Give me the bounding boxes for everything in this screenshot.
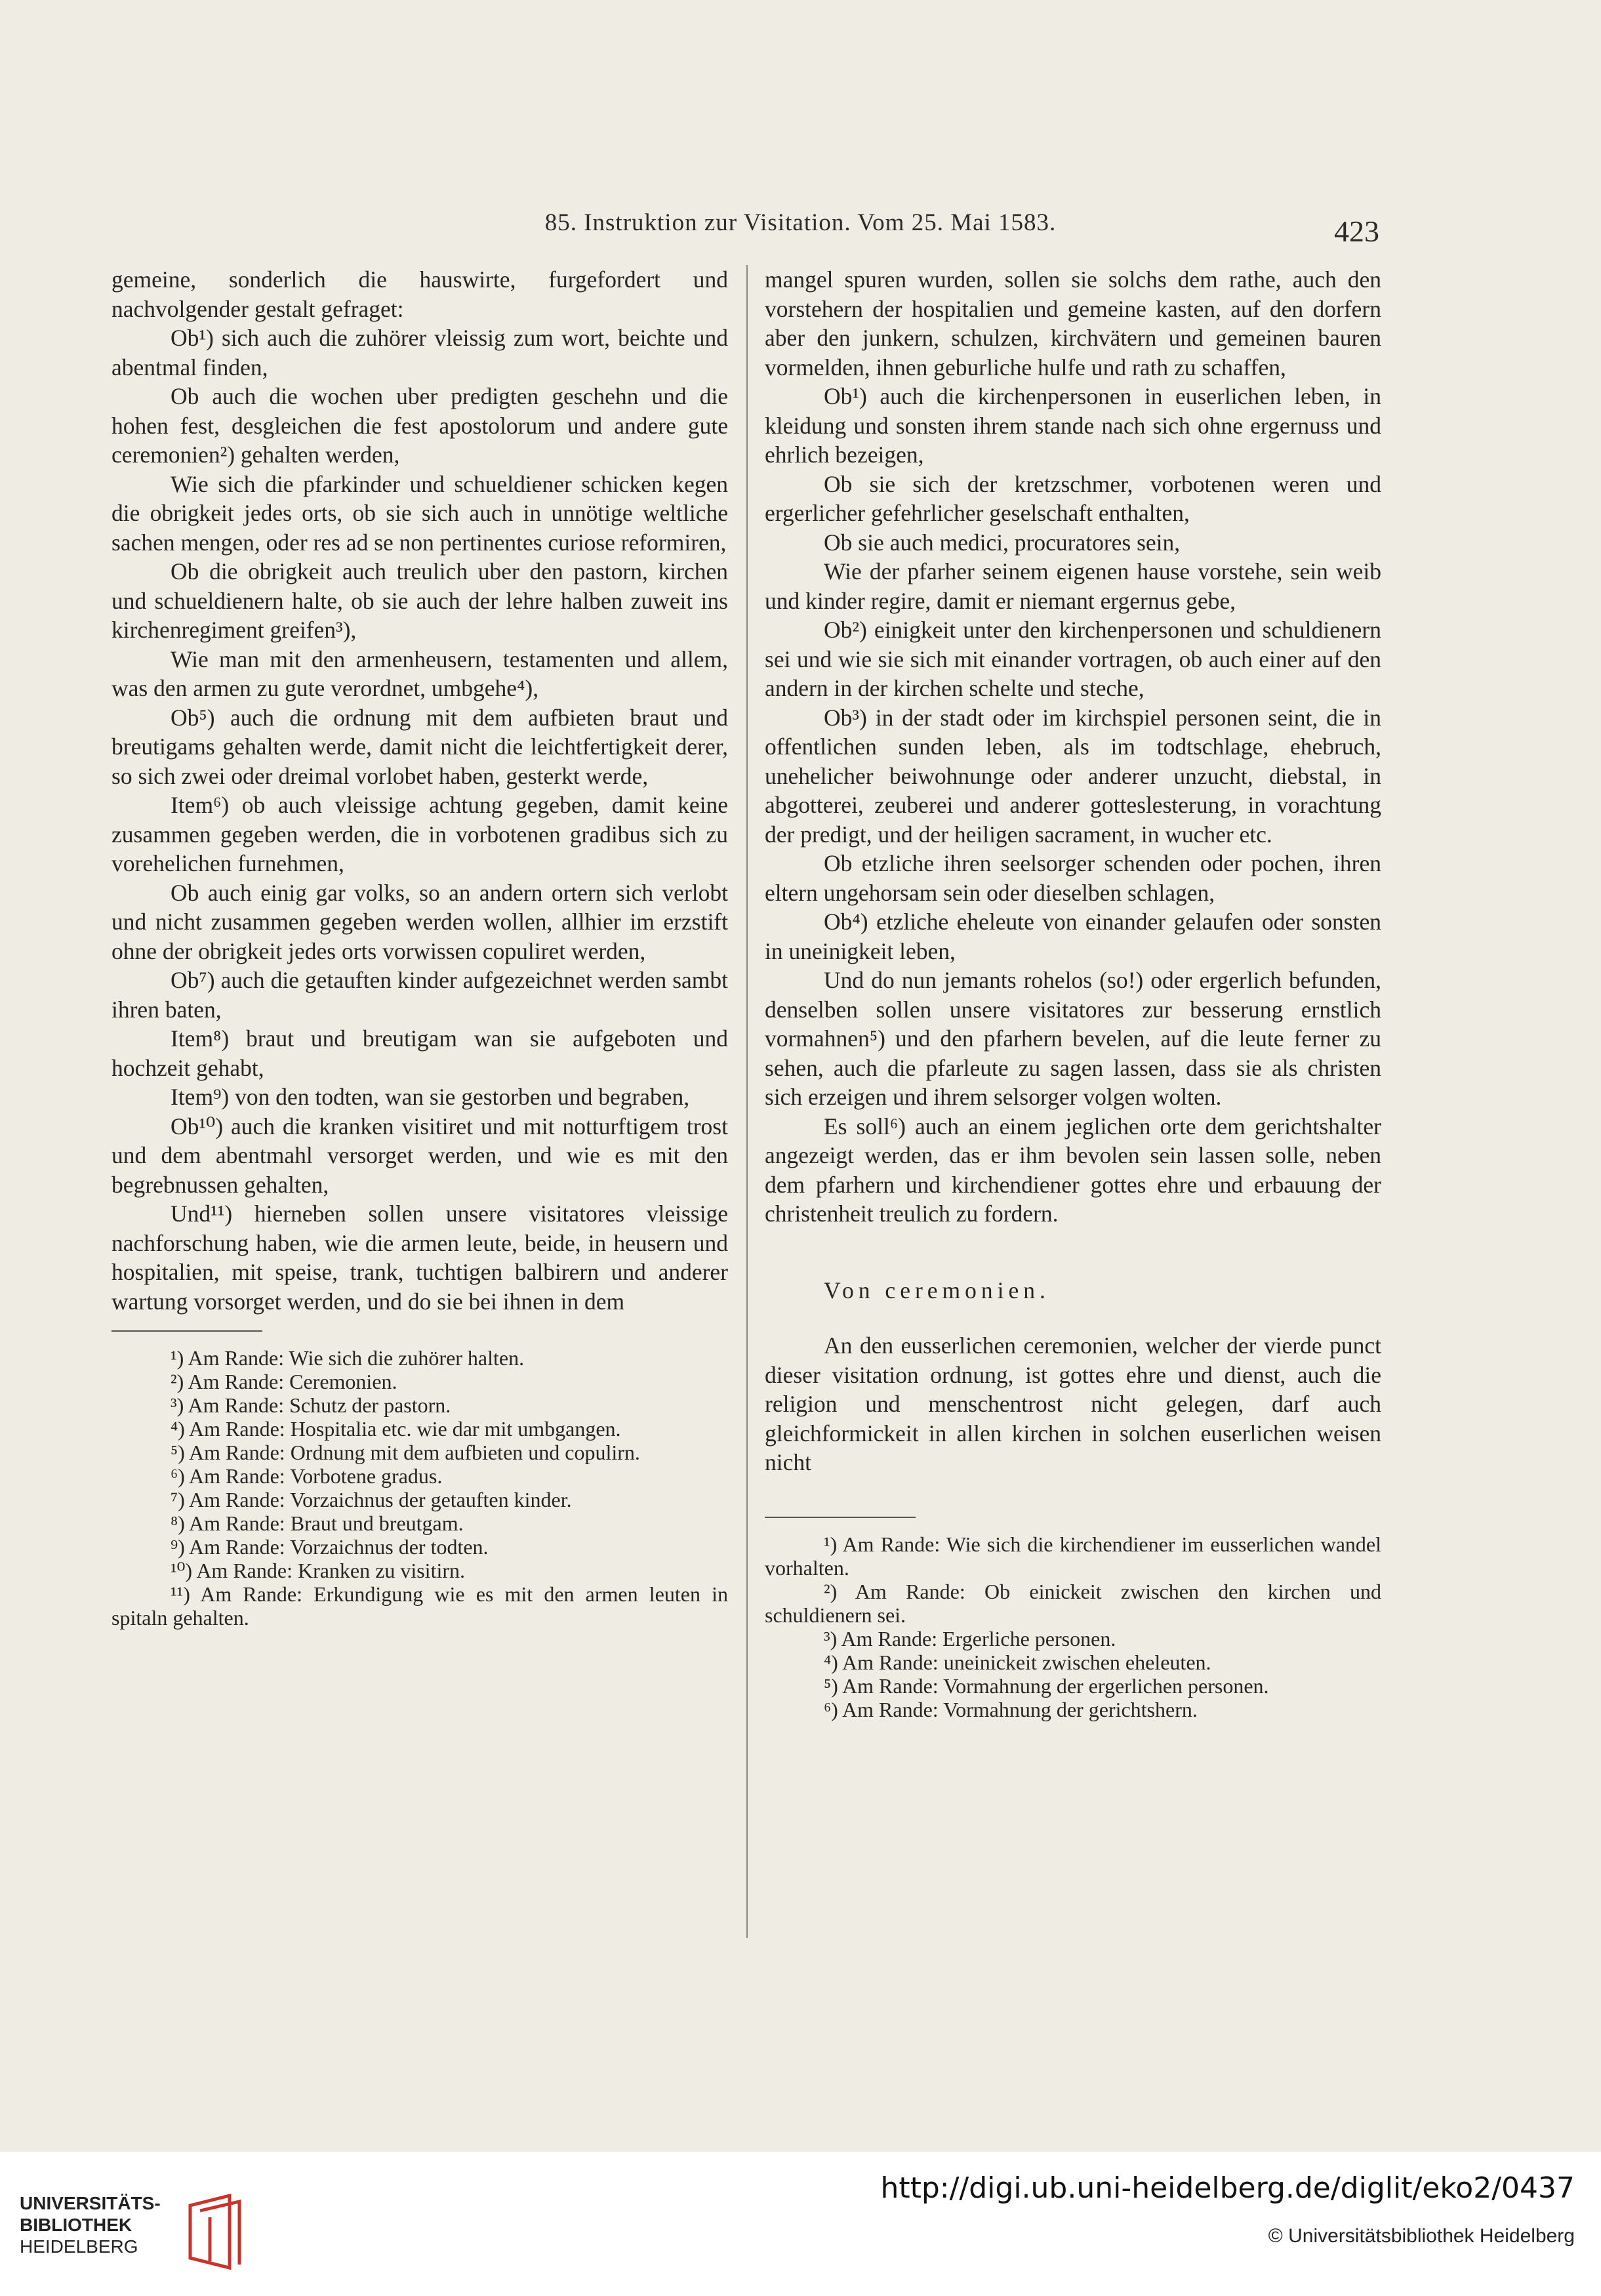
paragraph: Ob⁵) auch die ordnung mit dem aufbieten braut und breutigams gehalten werde, damit nicht die leichtfertigkeit derer, so sich zwei oder dreimal vorlobet haben, gesterkt werde, bbox=[111, 704, 728, 789]
footnote: ³) Am Rande: Ergerliche personen. bbox=[824, 1626, 1116, 1650]
paragraph: Ob⁴) etzliche eheleute von einander gelaufen oder sonsten in uneinigkeit leben, bbox=[765, 909, 1381, 964]
footnote-rule bbox=[765, 1517, 916, 1518]
page-number: 423 bbox=[1334, 215, 1379, 248]
paragraph: Ob die obrigkeit auch treulich uber den pastorn, kirchen und schueldienern halte, ob sie auch der lehre halben zuweit ins kirchenregiment greifen³), bbox=[111, 558, 728, 643]
library-emblem-icon bbox=[184, 2192, 249, 2271]
library-footer bbox=[0, 2152, 1601, 2296]
footnote: ⁵) Am Rande: Ordnung mit dem aufbieten und copulirn. bbox=[171, 1441, 640, 1464]
footnote: ⁶) Am Rande: Vormahnung der gerichtshern. bbox=[824, 1697, 1198, 1721]
paragraph: Ob etzliche ihren seelsorger schenden oder pochen, ihren eltern ungehorsam sein oder dieselben schlagen, bbox=[765, 850, 1381, 906]
copyright-notice: © Universitätsbibliothek Heidelberg bbox=[1268, 2225, 1575, 2247]
section-heading: Von ceremonien. bbox=[824, 1277, 1050, 1303]
paragraph: Wie man mit den armenheusern, testamenten und allem, was den armen zu gute verordnet, umbgehe⁴), bbox=[111, 646, 728, 701]
paragraph: An den eusserlichen ceremonien, welcher der vierde punct dieser visitation ordnung, ist gottes ehre und dienst, auch die religion und menschentrost nicht gelegen, darf auch gleichformickeit in allen kirchen in solchen euserlichen weisen nicht bbox=[765, 1332, 1381, 1475]
logo-line: UNIVERSITÄTS- bbox=[20, 2193, 161, 2213]
paragraph: Und¹¹) hierneben sollen unsere visitatores vleissige nachforschung haben, wie die armen leute, beide, in heusern und hospitalien, mit speise, trank, tuchtigen balbirern und anderer wartung vorsorget werden, und do sie bei ihnen in dem bbox=[111, 1200, 728, 1315]
column-divider bbox=[746, 265, 748, 1938]
paragraph: Ob¹⁰) auch die kranken visitiret und mit notturftigem trost und dem abentmahl versorget werden, und wie es mit den begrebnussen gehalten, bbox=[111, 1113, 728, 1198]
paragraph: mangel spuren wurden, sollen sie solchs dem rathe, auch den vorstehern der hospitalien und gemeine kasten, auf den dorfern aber den junkern, schulzen, kirchvätern und gemeinen bauren vormelden, ihnen geburliche hulfe und rath zu schaffen, bbox=[765, 266, 1381, 380]
paragraph: Ob sie auch medici, procuratores sein, bbox=[824, 529, 1181, 556]
paragraph: Und do nun jemants rohelos (so!) oder ergerlich befunden, denselben sollen unsere visitatores zur besserung ernstlich vormahnen⁵) und den pfarhern bevelen, auf die leute ferner zu sehen, auch die pfarleute zu sagen lassen, dass sie als christen sich erzeigen und ihrem selsorger volgen wolten. bbox=[765, 967, 1381, 1110]
logo-line: BIBLIOTHEK bbox=[20, 2215, 132, 2235]
footnote: ¹⁰) Am Rande: Kranken zu visitirn. bbox=[171, 1559, 465, 1582]
logo-line: HEIDELBERG bbox=[20, 2236, 138, 2257]
footnote: ¹¹) Am Rande: Erkundigung wie es mit den armen leuten in spitaln gehalten. bbox=[111, 1582, 728, 1630]
paragraph: Ob²) einigkeit unter den kirchenpersonen und schuldienern sei und wie sie sich mit einander vortragen, ob auch einer auf den andern in der kirchen schelte und steche, bbox=[765, 617, 1381, 701]
paragraph: Wie sich die pfarkinder und schueldiener schicken kegen die obrigkeit jedes orts, ob sie sich auch in unnötige weltliche sachen mengen, oder res ad se non pertinentes curiose reformiren, bbox=[111, 470, 728, 556]
footnote: ⁶) Am Rande: Vorbotene gradus. bbox=[171, 1464, 443, 1488]
footnote: ²) Am Rande: Ob einickeit zwischen den kirchen und schuldienern sei. bbox=[765, 1579, 1381, 1627]
footnote: ⁴) Am Rande: uneinickeit zwischen eheleuten. bbox=[824, 1650, 1211, 1674]
paragraph: Wie der pfarher seinem eigenen hause vorstehe, sein weib und kinder regire, damit er niemant ergernus gebe, bbox=[765, 558, 1381, 614]
paragraph: Ob sie sich der kretzschmer, vorbotenen weren und ergerlicher gefehrlicher geselschaft enthalten, bbox=[765, 470, 1381, 526]
footnote: ⁴) Am Rande: Hospitalia etc. wie dar mit umbgangen. bbox=[171, 1417, 621, 1441]
source-url-link[interactable]: http://digi.ub.uni-heidelberg.de/diglit/eko2/0437 bbox=[880, 2171, 1575, 2205]
footnotes-right bbox=[765, 1532, 1381, 1721]
paragraph: Item⁸) braut und breutigam wan sie aufgeboten und hochzeit gehabt, bbox=[111, 1025, 728, 1081]
paragraph: Es soll⁶) auch an einem jeglichen orte dem gerichtshalter angezeigt werden, das er ihm bevolen sein lassen solle, neben dem pfarhern und kirchendiener gottes ehre und erbauung der christenheit treulich zu fordern. bbox=[765, 1113, 1381, 1227]
footnote: ³) Am Rande: Schutz der pastorn. bbox=[171, 1393, 451, 1417]
paragraph: Item⁹) von den todten, wan sie gestorben und begraben, bbox=[171, 1084, 690, 1110]
logo-text bbox=[20, 2192, 161, 2257]
running-title: 85. Instruktion zur Visitation. Vom 25. Mai 1583. bbox=[544, 209, 1057, 236]
page-header bbox=[0, 202, 1601, 255]
footnote: ⁵) Am Rande: Vormahnung der ergerlichen personen. bbox=[824, 1673, 1269, 1698]
paragraph: Ob auch einig gar volks, so an andern ortern sich verlobt und nicht zusammen gegeben werden wollen, allhier im erzstift ohne der obrigkeit jedes orts vorwissen copuliret werden, bbox=[111, 879, 728, 964]
footnote: ⁹) Am Rande: Vorzaichnus der todten. bbox=[171, 1535, 489, 1559]
paragraph: gemeine, sonderlich die hauswirte, furgefordert und nachvolgender gestalt gefraget: bbox=[111, 266, 728, 322]
footnote-rule bbox=[111, 1330, 262, 1332]
paragraph: Ob auch die wochen uber predigten geschehn und die hohen fest, desgleichen die fest apostolorum und andere gute ceremonien²) gehalten werden, bbox=[111, 383, 728, 468]
footnote: ¹) Am Rande: Wie sich die kirchendiener im eusserlichen wandel vorhalten. bbox=[765, 1532, 1381, 1580]
paragraph: Item⁶) ob auch vleissige achtung gegeben, damit keine zusammen gegeben werden, die in vorbotenen gradibus sich zu vorehelichen furnehmen, bbox=[111, 792, 728, 876]
footnotes-left bbox=[111, 1346, 728, 1630]
footnote: ⁷) Am Rande: Vorzaichnus der getauften kinder. bbox=[171, 1488, 572, 1511]
right-column bbox=[765, 265, 1381, 1721]
paragraph: Ob¹) auch die kirchenpersonen in euserlichen leben, in kleidung und sonsten ihrem stande nach sich ohne ergernuss und ehrlich bezeigen, bbox=[765, 383, 1381, 468]
paragraph: Ob⁷) auch die getauften kinder aufgezeichnet werden sambt ihren baten, bbox=[111, 967, 728, 1023]
paragraph: Ob¹) sich auch die zuhörer vleissig zum wort, beichte und abentmal finden, bbox=[111, 325, 728, 380]
paragraph: Ob³) in der stadt oder im kirchspiel personen seint, die in offentlichen sunden leben, als im todtschlage, ehebruch, unehelicher beiwohnunge oder anderer unzucht, diebstal, in abgotterei, zeuberei und anderer gotteslesterung, in vorachtung der predigt, und der heiligen sacrament, in wucher etc. bbox=[765, 704, 1381, 848]
footnote: ¹) Am Rande: Wie sich die zuhörer halten. bbox=[171, 1346, 525, 1370]
left-column bbox=[111, 265, 728, 1630]
footnote: ²) Am Rande: Ceremonien. bbox=[171, 1370, 397, 1393]
library-logo bbox=[20, 2192, 230, 2271]
footnote: ⁸) Am Rande: Braut und breutgam. bbox=[171, 1511, 464, 1535]
